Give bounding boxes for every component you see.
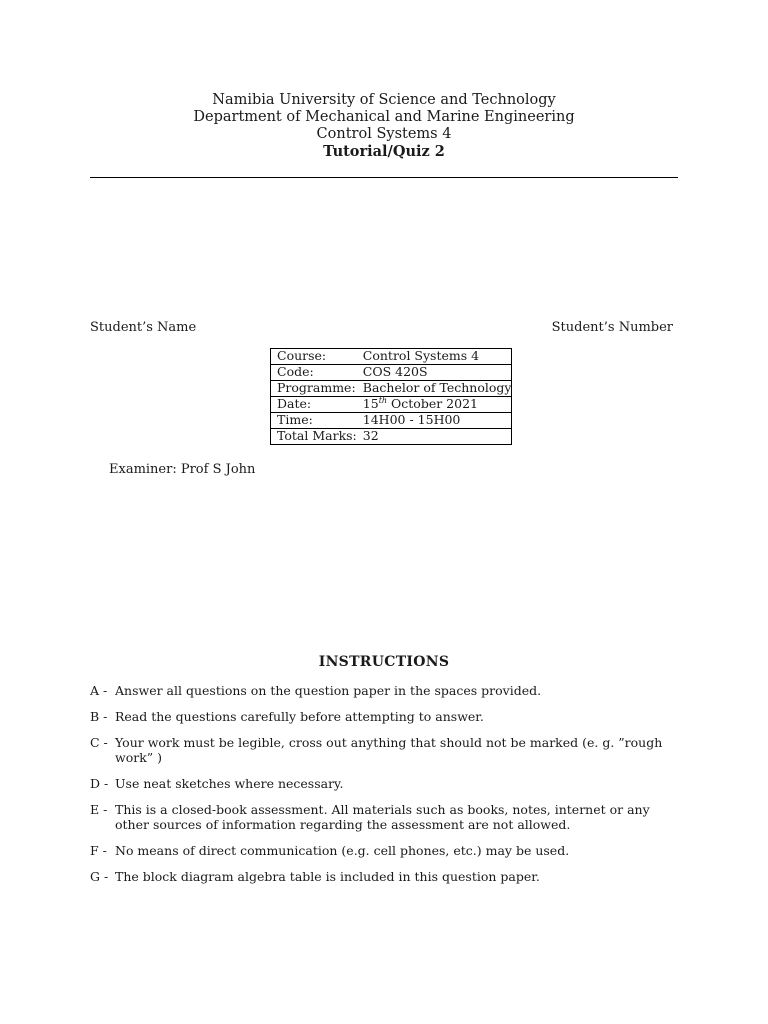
university-name: Namibia University of Science and Technology <box>212 92 556 108</box>
info-key: Programme: <box>271 381 357 397</box>
instruction-letter: D - <box>90 776 109 791</box>
instruction-letter: E - <box>90 802 108 817</box>
instructions-heading: INSTRUCTIONS <box>318 654 450 670</box>
table-row <box>271 397 512 413</box>
instruction-text: The block diagram algebra table is included in this question paper. <box>115 869 540 884</box>
info-value <box>357 397 512 413</box>
info-value: Control Systems 4 <box>357 349 512 365</box>
instruction-text: Answer all questions on the question paper in the spaces provided. <box>115 683 542 698</box>
document-header <box>0 92 768 160</box>
student-name-label: Student’s Name <box>90 320 197 335</box>
date-ordinal: th <box>378 395 388 405</box>
list-item <box>90 709 682 724</box>
list-item <box>90 683 682 698</box>
table-row <box>271 365 512 381</box>
instruction-letter: F - <box>90 843 107 858</box>
department-name: Department of Mechanical and Marine Engineering <box>193 109 575 125</box>
info-key: Course: <box>271 349 357 365</box>
examiner-line: Examiner: Prof S John <box>109 462 256 477</box>
list-item <box>90 843 682 858</box>
student-number-label: Student’s Number <box>551 320 673 335</box>
info-key: Code: <box>271 365 357 381</box>
date-day: 15 <box>362 396 379 411</box>
list-item <box>90 869 682 884</box>
header-divider <box>90 177 678 178</box>
instruction-text: This is a closed-book assessment. All materials such as books, notes, internet or any other sources of information regarding the assessment are not allowed. <box>115 802 650 832</box>
info-key: Total Marks: <box>271 429 357 445</box>
info-key: Date: <box>271 397 357 413</box>
instruction-text: No means of direct communication (e.g. cell phones, etc.) may be used. <box>115 843 570 858</box>
instruction-letter: C - <box>90 735 108 750</box>
instruction-text: Use neat sketches where necessary. <box>115 776 344 791</box>
info-value: Bachelor of Technology <box>357 381 512 397</box>
table-row <box>271 413 512 429</box>
assessment-title: Tutorial/Quiz 2 <box>323 143 445 160</box>
info-value: COS 420S <box>357 365 512 381</box>
instruction-letter: A - <box>90 683 108 698</box>
course-info-table <box>270 348 512 445</box>
list-item <box>90 802 682 832</box>
info-key: Time: <box>271 413 357 429</box>
table-row <box>271 429 512 445</box>
course-title: Control Systems 4 <box>316 126 452 142</box>
list-item <box>90 735 682 765</box>
table-row <box>271 381 512 397</box>
instruction-text: Read the questions carefully before attempting to answer. <box>115 709 484 724</box>
instruction-letter: B - <box>90 709 108 724</box>
list-item <box>90 776 682 791</box>
info-value: 14H00 - 15H00 <box>357 413 512 429</box>
table-row <box>271 349 512 365</box>
instruction-letter: G - <box>90 869 109 884</box>
instruction-text: Your work must be legible, cross out anything that should not be marked (e. g. ”rough work” ) <box>115 735 663 765</box>
date-month-year: October 2021 <box>387 396 478 411</box>
instructions-list <box>90 683 682 895</box>
info-value: 32 <box>357 429 512 445</box>
